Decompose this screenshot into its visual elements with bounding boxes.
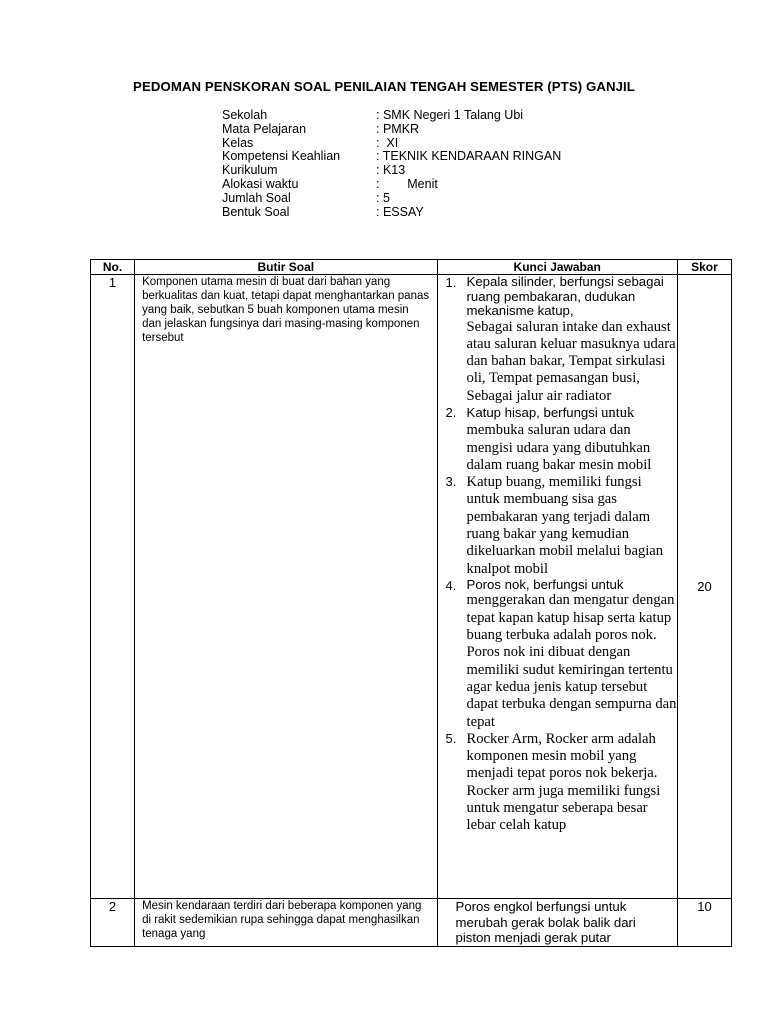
info-block [222,109,561,219]
info-label: Alokasi waktu [222,176,299,191]
info-label: Kurikulum [222,163,278,178]
info-value: : K13 [376,163,406,178]
info-row-jumlah-soal [222,192,561,206]
info-value: : XI [376,135,399,150]
header-kunci-jawaban: Kunci Jawaban [437,260,677,275]
list-item [438,474,677,578]
item-number: 4. [445,577,457,593]
info-value: : ESSAY [376,204,424,219]
item-number: 1. [445,275,457,290]
answer-text: Katup hisap, berfungsi [466,404,598,420]
answer-text: Katup buang, memiliki fungsi untuk membuang sisa gas pembakaran yang terjadi dalam ruang bakar yang kemudian dikeluarkan mobil melalui bagian knalpot mobil [466,474,664,577]
table-row [91,899,732,947]
answer-text-continued: menggerakan dan mengatur dengan tepat kapan katup hisap serta katup buang terbuka adalah poros nok. Poros nok ini dibuat dengan memiliki sudut kemiringan tertentu agar kedua jenis katup tersebut dapat terbuka dengan sempurna dan tepat [466,592,677,730]
item-number: 5. [445,730,457,746]
info-label: Jumlah Soal [222,190,291,205]
info-value: : TEKNIK KENDARAAN RINGAN [376,149,562,164]
table-header-row [91,260,732,275]
answer-key-list [438,275,677,835]
answer-text-continued: Sebagai saluran intake dan exhaust atau saluran keluar masuknya udara dan bahan bakar, Tempat sirkulasi oli, Tempat pemasangan busi, Sebagai jalur air radiator [466,318,676,404]
info-row-kompetensi [222,150,561,164]
page-title: PEDOMAN PENSKORAN SOAL PENILAIAN TENGAH SEMESTER (PTS) GANJIL [133,79,635,94]
header-no: No. [91,260,135,275]
info-label: Mata Pelajaran [222,121,307,136]
info-row-mata-pelajaran [222,123,561,137]
info-row-alokasi [222,178,561,192]
info-value: : 5 [376,190,390,205]
answer-key-cell [437,275,677,899]
answer-text: Poros nok, berfungsi untuk [466,576,624,592]
table-row [91,275,732,899]
info-row-kurikulum [222,164,561,178]
item-number: 3. [445,474,457,490]
header-skor: Skor [677,260,731,275]
row-number: 1 [91,275,135,899]
scoring-table [90,259,732,947]
answer-text: Rocker Arm, Rocker arm adalah komponen mesin mobil yang menjadi tepat poros nok bekerja. Rocker arm juga memiliki fungsi untuk mengatur seberapa besar lebar celah katup [466,730,661,834]
info-value: : SMK Negeri 1 Talang Ubi [376,108,524,122]
question-text: Mesin kendaraan terdiri dari beberapa komponen yang di rakit sedemikian rupa sehingga dapat menghasilkan tenaga yang [135,899,437,947]
info-label: Kelas [222,135,254,150]
list-item [438,275,677,405]
answer-text: Poros engkol berfungsi untuk merubah gerak bolak balik dari piston menjadi gerak putar [437,899,677,947]
header-butir-soal: Butir Soal [135,260,437,275]
list-item [438,578,677,731]
score-value: 20 [677,275,731,899]
question-text: Komponen utama mesin di buat dari bahan yang berkualitas dan kuat, tetapi dapat menghantarkan panas yang baik, sebutkan 5 buah komponen utama mesin dan jelaskan fungsinya dari masing-masing komponen tersebut [135,275,437,899]
answer-text: Kepala silinder, berfungsi sebagai ruang pembakaran, dudukan mekanisme katup, [466,274,664,318]
info-value: : Menit [376,176,438,191]
item-number: 2. [445,404,457,420]
info-value: : PMKR [376,121,420,136]
list-item [438,405,677,474]
info-row-bentuk-soal [222,206,561,220]
info-label: Sekolah [222,108,268,122]
info-label: Kompetensi Keahlian [222,149,341,164]
answer-text-continued: untuk membuka saluran udara dan mengisi udara yang dibutuhkan dalam ruang bakar mesin mobil [466,404,652,473]
score-value: 10 [677,899,731,947]
info-label: Bentuk Soal [222,204,290,219]
info-row-kelas [222,137,561,151]
row-number: 2 [91,899,135,947]
info-row-sekolah [222,109,561,123]
list-item [438,731,677,835]
